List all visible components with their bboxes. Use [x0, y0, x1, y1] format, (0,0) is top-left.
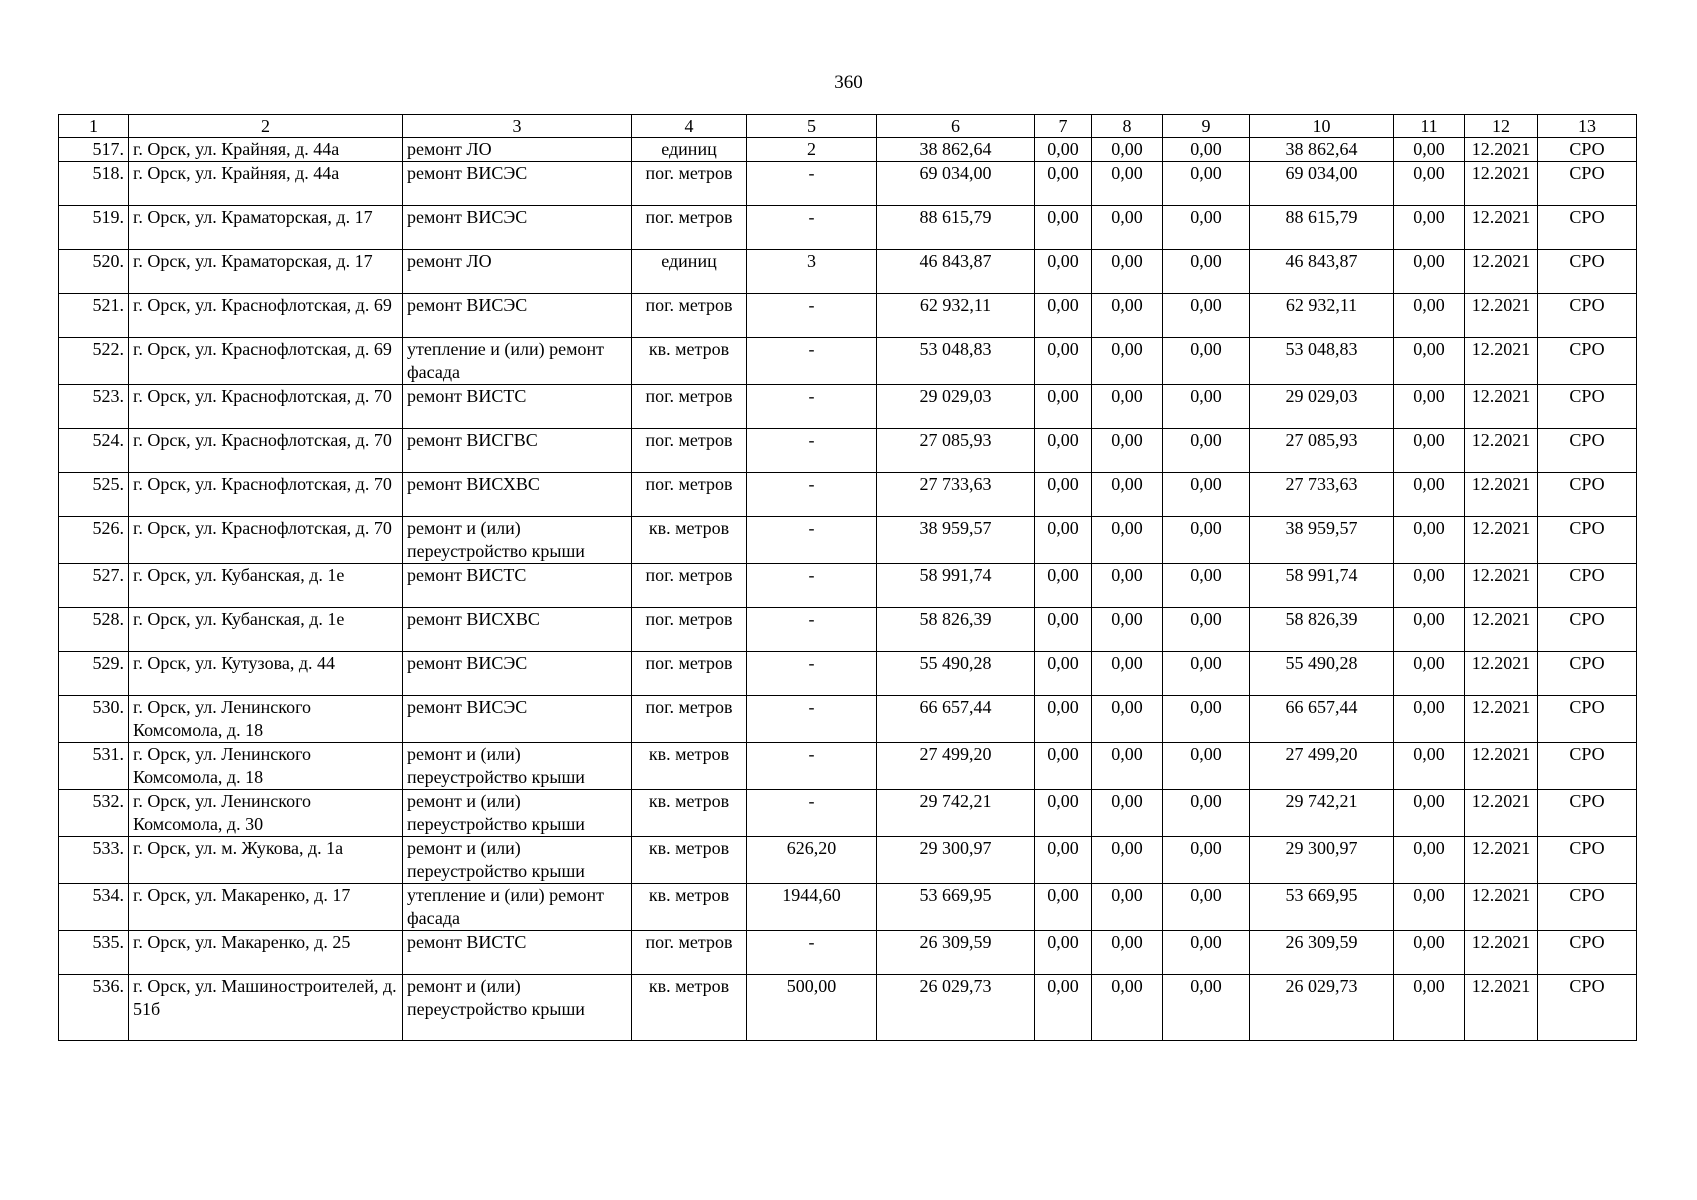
total-cost-cell: 38 959,57	[877, 517, 1035, 564]
work-type-cell: ремонт ЛО	[403, 138, 632, 162]
deadline-cell: 12.2021	[1465, 206, 1538, 250]
unit-cell: пог. метров	[632, 696, 747, 743]
other-funds-cell: 0,00	[1394, 564, 1465, 608]
budget-cell: 0,00	[1092, 138, 1163, 162]
other-funds-cell: 0,00	[1394, 138, 1465, 162]
local-budget-cell: 0,00	[1163, 338, 1250, 385]
quantity-cell: -	[747, 608, 877, 652]
table-row	[59, 162, 1637, 206]
address-cell: г. Орск, ул. Краснофлотская, д. 70	[129, 385, 403, 429]
total-cost-cell: 66 657,44	[877, 696, 1035, 743]
column-header: 12	[1465, 115, 1538, 138]
total-cost-cell: 27 733,63	[877, 473, 1035, 517]
local-budget-cell: 0,00	[1163, 652, 1250, 696]
budget-cell: 0,00	[1092, 837, 1163, 884]
row-number-cell: 519.	[59, 206, 129, 250]
fund-cell: 0,00	[1035, 790, 1092, 837]
row-number-cell: 523.	[59, 385, 129, 429]
unit-cell: единиц	[632, 138, 747, 162]
address-cell: г. Орск, ул. Краматорская, д. 17	[129, 250, 403, 294]
address-cell: г. Орск, ул. Ленинского Комсомола, д. 18	[129, 696, 403, 743]
operator-cell: СРО	[1538, 790, 1637, 837]
work-type-cell: ремонт ВИСХВС	[403, 473, 632, 517]
operator-cell: СРО	[1538, 743, 1637, 790]
deadline-cell: 12.2021	[1465, 138, 1538, 162]
work-type-cell: ремонт ВИСТС	[403, 931, 632, 975]
table-row	[59, 975, 1637, 1041]
owners-funds-cell: 46 843,87	[1250, 250, 1394, 294]
local-budget-cell: 0,00	[1163, 162, 1250, 206]
owners-funds-cell: 26 029,73	[1250, 975, 1394, 1041]
deadline-cell: 12.2021	[1465, 884, 1538, 931]
operator-cell: СРО	[1538, 162, 1637, 206]
fund-cell: 0,00	[1035, 975, 1092, 1041]
other-funds-cell: 0,00	[1394, 206, 1465, 250]
fund-cell: 0,00	[1035, 429, 1092, 473]
page-number: 360	[834, 72, 863, 93]
unit-cell: кв. метров	[632, 790, 747, 837]
budget-cell: 0,00	[1092, 743, 1163, 790]
unit-cell: кв. метров	[632, 743, 747, 790]
unit-cell: единиц	[632, 250, 747, 294]
local-budget-cell: 0,00	[1163, 837, 1250, 884]
local-budget-cell: 0,00	[1163, 517, 1250, 564]
budget-cell: 0,00	[1092, 294, 1163, 338]
address-cell: г. Орск, ул. Краснофлотская, д. 69	[129, 338, 403, 385]
fund-cell: 0,00	[1035, 564, 1092, 608]
row-number-cell: 518.	[59, 162, 129, 206]
budget-cell: 0,00	[1092, 884, 1163, 931]
table-row	[59, 429, 1637, 473]
operator-cell: СРО	[1538, 206, 1637, 250]
owners-funds-cell: 66 657,44	[1250, 696, 1394, 743]
table-row	[59, 294, 1637, 338]
fund-cell: 0,00	[1035, 696, 1092, 743]
operator-cell: СРО	[1538, 931, 1637, 975]
work-type-cell: утепление и (или) ремонт фасада	[403, 884, 632, 931]
quantity-cell: -	[747, 206, 877, 250]
total-cost-cell: 62 932,11	[877, 294, 1035, 338]
budget-cell: 0,00	[1092, 206, 1163, 250]
work-type-cell: ремонт ВИСЭС	[403, 696, 632, 743]
fund-cell: 0,00	[1035, 162, 1092, 206]
total-cost-cell: 26 029,73	[877, 975, 1035, 1041]
operator-cell: СРО	[1538, 837, 1637, 884]
fund-cell: 0,00	[1035, 608, 1092, 652]
table-row	[59, 884, 1637, 931]
total-cost-cell: 53 048,83	[877, 338, 1035, 385]
local-budget-cell: 0,00	[1163, 564, 1250, 608]
address-cell: г. Орск, ул. Ленинского Комсомола, д. 18	[129, 743, 403, 790]
address-cell: г. Орск, ул. Крайняя, д. 44а	[129, 138, 403, 162]
row-number-cell: 522.	[59, 338, 129, 385]
owners-funds-cell: 55 490,28	[1250, 652, 1394, 696]
budget-cell: 0,00	[1092, 429, 1163, 473]
total-cost-cell: 29 742,21	[877, 790, 1035, 837]
work-type-cell: ремонт и (или) переустройство крыши	[403, 790, 632, 837]
other-funds-cell: 0,00	[1394, 884, 1465, 931]
table-row	[59, 338, 1637, 385]
deadline-cell: 12.2021	[1465, 696, 1538, 743]
row-number-cell: 529.	[59, 652, 129, 696]
fund-cell: 0,00	[1035, 884, 1092, 931]
quantity-cell: 3	[747, 250, 877, 294]
operator-cell: СРО	[1538, 652, 1637, 696]
quantity-cell: -	[747, 162, 877, 206]
local-budget-cell: 0,00	[1163, 473, 1250, 517]
deadline-cell: 12.2021	[1465, 837, 1538, 884]
work-type-cell: ремонт ВИСЭС	[403, 652, 632, 696]
operator-cell: СРО	[1538, 517, 1637, 564]
address-cell: г. Орск, ул. Краснофлотская, д. 69	[129, 294, 403, 338]
deadline-cell: 12.2021	[1465, 250, 1538, 294]
owners-funds-cell: 58 991,74	[1250, 564, 1394, 608]
column-header: 9	[1163, 115, 1250, 138]
owners-funds-cell: 88 615,79	[1250, 206, 1394, 250]
row-number-cell: 526.	[59, 517, 129, 564]
deadline-cell: 12.2021	[1465, 608, 1538, 652]
column-header: 4	[632, 115, 747, 138]
table-row	[59, 138, 1637, 162]
local-budget-cell: 0,00	[1163, 138, 1250, 162]
other-funds-cell: 0,00	[1394, 743, 1465, 790]
registry-table	[58, 114, 1637, 1041]
unit-cell: пог. метров	[632, 385, 747, 429]
operator-cell: СРО	[1538, 385, 1637, 429]
total-cost-cell: 46 843,87	[877, 250, 1035, 294]
column-header: 11	[1394, 115, 1465, 138]
total-cost-cell: 27 085,93	[877, 429, 1035, 473]
owners-funds-cell: 38 959,57	[1250, 517, 1394, 564]
deadline-cell: 12.2021	[1465, 975, 1538, 1041]
quantity-cell: -	[747, 429, 877, 473]
local-budget-cell: 0,00	[1163, 743, 1250, 790]
total-cost-cell: 69 034,00	[877, 162, 1035, 206]
other-funds-cell: 0,00	[1394, 652, 1465, 696]
other-funds-cell: 0,00	[1394, 338, 1465, 385]
quantity-cell: 2	[747, 138, 877, 162]
row-number-cell: 534.	[59, 884, 129, 931]
other-funds-cell: 0,00	[1394, 931, 1465, 975]
row-number-cell: 527.	[59, 564, 129, 608]
operator-cell: СРО	[1538, 294, 1637, 338]
row-number-cell: 517.	[59, 138, 129, 162]
column-header: 3	[403, 115, 632, 138]
table-row	[59, 652, 1637, 696]
deadline-cell: 12.2021	[1465, 517, 1538, 564]
budget-cell: 0,00	[1092, 790, 1163, 837]
local-budget-cell: 0,00	[1163, 790, 1250, 837]
fund-cell: 0,00	[1035, 652, 1092, 696]
row-number-cell: 536.	[59, 975, 129, 1041]
work-type-cell: ремонт и (или) переустройство крыши	[403, 975, 632, 1041]
quantity-cell: -	[747, 790, 877, 837]
operator-cell: СРО	[1538, 429, 1637, 473]
row-number-cell: 531.	[59, 743, 129, 790]
deadline-cell: 12.2021	[1465, 743, 1538, 790]
table-row	[59, 790, 1637, 837]
fund-cell: 0,00	[1035, 385, 1092, 429]
table-row	[59, 473, 1637, 517]
unit-cell: кв. метров	[632, 338, 747, 385]
fund-cell: 0,00	[1035, 294, 1092, 338]
work-type-cell: ремонт ВИСЭС	[403, 294, 632, 338]
address-cell: г. Орск, ул. Макаренко, д. 25	[129, 931, 403, 975]
column-header: 5	[747, 115, 877, 138]
other-funds-cell: 0,00	[1394, 517, 1465, 564]
owners-funds-cell: 27 085,93	[1250, 429, 1394, 473]
work-type-cell: ремонт ВИСТС	[403, 385, 632, 429]
unit-cell: пог. метров	[632, 652, 747, 696]
work-type-cell: ремонт ВИСТС	[403, 564, 632, 608]
fund-cell: 0,00	[1035, 837, 1092, 884]
column-header: 2	[129, 115, 403, 138]
row-number-cell: 535.	[59, 931, 129, 975]
work-type-cell: ремонт и (или) переустройство крыши	[403, 837, 632, 884]
table-row	[59, 385, 1637, 429]
deadline-cell: 12.2021	[1465, 294, 1538, 338]
quantity-cell: 626,20	[747, 837, 877, 884]
owners-funds-cell: 26 309,59	[1250, 931, 1394, 975]
address-cell: г. Орск, ул. Ленинского Комсомола, д. 30	[129, 790, 403, 837]
budget-cell: 0,00	[1092, 473, 1163, 517]
fund-cell: 0,00	[1035, 517, 1092, 564]
owners-funds-cell: 38 862,64	[1250, 138, 1394, 162]
address-cell: г. Орск, ул. Кубанская, д. 1е	[129, 608, 403, 652]
row-number-cell: 532.	[59, 790, 129, 837]
fund-cell: 0,00	[1035, 338, 1092, 385]
unit-cell: пог. метров	[632, 429, 747, 473]
fund-cell: 0,00	[1035, 473, 1092, 517]
budget-cell: 0,00	[1092, 608, 1163, 652]
unit-cell: кв. метров	[632, 975, 747, 1041]
unit-cell: пог. метров	[632, 564, 747, 608]
work-type-cell: ремонт и (или) переустройство крыши	[403, 743, 632, 790]
other-funds-cell: 0,00	[1394, 162, 1465, 206]
owners-funds-cell: 27 733,63	[1250, 473, 1394, 517]
local-budget-cell: 0,00	[1163, 429, 1250, 473]
address-cell: г. Орск, ул. м. Жукова, д. 1а	[129, 837, 403, 884]
address-cell: г. Орск, ул. Краснофлотская, д. 70	[129, 473, 403, 517]
total-cost-cell: 29 300,97	[877, 837, 1035, 884]
local-budget-cell: 0,00	[1163, 294, 1250, 338]
work-type-cell: ремонт ВИСЭС	[403, 206, 632, 250]
deadline-cell: 12.2021	[1465, 564, 1538, 608]
operator-cell: СРО	[1538, 138, 1637, 162]
quantity-cell: -	[747, 652, 877, 696]
table-row	[59, 608, 1637, 652]
work-type-cell: ремонт ВИСГВС	[403, 429, 632, 473]
column-number-row	[59, 115, 1637, 138]
local-budget-cell: 0,00	[1163, 696, 1250, 743]
table-row	[59, 837, 1637, 884]
other-funds-cell: 0,00	[1394, 837, 1465, 884]
operator-cell: СРО	[1538, 250, 1637, 294]
budget-cell: 0,00	[1092, 338, 1163, 385]
unit-cell: пог. метров	[632, 931, 747, 975]
local-budget-cell: 0,00	[1163, 385, 1250, 429]
quantity-cell: 500,00	[747, 975, 877, 1041]
deadline-cell: 12.2021	[1465, 162, 1538, 206]
work-type-cell: ремонт ВИСХВС	[403, 608, 632, 652]
unit-cell: кв. метров	[632, 517, 747, 564]
column-header: 13	[1538, 115, 1637, 138]
total-cost-cell: 38 862,64	[877, 138, 1035, 162]
owners-funds-cell: 69 034,00	[1250, 162, 1394, 206]
table-row	[59, 206, 1637, 250]
row-number-cell: 524.	[59, 429, 129, 473]
owners-funds-cell: 29 300,97	[1250, 837, 1394, 884]
operator-cell: СРО	[1538, 564, 1637, 608]
budget-cell: 0,00	[1092, 564, 1163, 608]
owners-funds-cell: 27 499,20	[1250, 743, 1394, 790]
total-cost-cell: 58 991,74	[877, 564, 1035, 608]
operator-cell: СРО	[1538, 884, 1637, 931]
local-budget-cell: 0,00	[1163, 250, 1250, 294]
owners-funds-cell: 58 826,39	[1250, 608, 1394, 652]
deadline-cell: 12.2021	[1465, 931, 1538, 975]
address-cell: г. Орск, ул. Крайняя, д. 44а	[129, 162, 403, 206]
other-funds-cell: 0,00	[1394, 975, 1465, 1041]
quantity-cell: -	[747, 931, 877, 975]
fund-cell: 0,00	[1035, 743, 1092, 790]
operator-cell: СРО	[1538, 608, 1637, 652]
unit-cell: пог. метров	[632, 162, 747, 206]
row-number-cell: 530.	[59, 696, 129, 743]
total-cost-cell: 27 499,20	[877, 743, 1035, 790]
budget-cell: 0,00	[1092, 975, 1163, 1041]
local-budget-cell: 0,00	[1163, 206, 1250, 250]
other-funds-cell: 0,00	[1394, 608, 1465, 652]
quantity-cell: -	[747, 743, 877, 790]
budget-cell: 0,00	[1092, 652, 1163, 696]
operator-cell: СРО	[1538, 975, 1637, 1041]
table-row	[59, 743, 1637, 790]
column-header: 6	[877, 115, 1035, 138]
work-type-cell: ремонт ВИСЭС	[403, 162, 632, 206]
address-cell: г. Орск, ул. Машиностроителей, д. 51б	[129, 975, 403, 1041]
budget-cell: 0,00	[1092, 162, 1163, 206]
deadline-cell: 12.2021	[1465, 473, 1538, 517]
operator-cell: СРО	[1538, 338, 1637, 385]
work-type-cell: ремонт и (или) переустройство крыши	[403, 517, 632, 564]
address-cell: г. Орск, ул. Кубанская, д. 1е	[129, 564, 403, 608]
owners-funds-cell: 53 048,83	[1250, 338, 1394, 385]
budget-cell: 0,00	[1092, 696, 1163, 743]
deadline-cell: 12.2021	[1465, 652, 1538, 696]
other-funds-cell: 0,00	[1394, 294, 1465, 338]
local-budget-cell: 0,00	[1163, 931, 1250, 975]
row-number-cell: 521.	[59, 294, 129, 338]
unit-cell: пог. метров	[632, 206, 747, 250]
work-type-cell: ремонт ЛО	[403, 250, 632, 294]
unit-cell: пог. метров	[632, 294, 747, 338]
budget-cell: 0,00	[1092, 385, 1163, 429]
other-funds-cell: 0,00	[1394, 429, 1465, 473]
fund-cell: 0,00	[1035, 931, 1092, 975]
column-header: 7	[1035, 115, 1092, 138]
row-number-cell: 525.	[59, 473, 129, 517]
unit-cell: пог. метров	[632, 608, 747, 652]
total-cost-cell: 55 490,28	[877, 652, 1035, 696]
column-header: 1	[59, 115, 129, 138]
total-cost-cell: 58 826,39	[877, 608, 1035, 652]
owners-funds-cell: 29 742,21	[1250, 790, 1394, 837]
owners-funds-cell: 53 669,95	[1250, 884, 1394, 931]
other-funds-cell: 0,00	[1394, 473, 1465, 517]
quantity-cell: 1944,60	[747, 884, 877, 931]
unit-cell: пог. метров	[632, 473, 747, 517]
address-cell: г. Орск, ул. Краснофлотская, д. 70	[129, 429, 403, 473]
operator-cell: СРО	[1538, 473, 1637, 517]
table-body	[59, 115, 1637, 1041]
total-cost-cell: 53 669,95	[877, 884, 1035, 931]
row-number-cell: 520.	[59, 250, 129, 294]
budget-cell: 0,00	[1092, 931, 1163, 975]
deadline-cell: 12.2021	[1465, 790, 1538, 837]
address-cell: г. Орск, ул. Макаренко, д. 17	[129, 884, 403, 931]
other-funds-cell: 0,00	[1394, 250, 1465, 294]
total-cost-cell: 88 615,79	[877, 206, 1035, 250]
unit-cell: кв. метров	[632, 837, 747, 884]
quantity-cell: -	[747, 338, 877, 385]
other-funds-cell: 0,00	[1394, 696, 1465, 743]
table-row	[59, 931, 1637, 975]
quantity-cell: -	[747, 517, 877, 564]
deadline-cell: 12.2021	[1465, 338, 1538, 385]
quantity-cell: -	[747, 696, 877, 743]
owners-funds-cell: 62 932,11	[1250, 294, 1394, 338]
total-cost-cell: 26 309,59	[877, 931, 1035, 975]
column-header: 10	[1250, 115, 1394, 138]
total-cost-cell: 29 029,03	[877, 385, 1035, 429]
local-budget-cell: 0,00	[1163, 884, 1250, 931]
fund-cell: 0,00	[1035, 250, 1092, 294]
operator-cell: СРО	[1538, 696, 1637, 743]
fund-cell: 0,00	[1035, 138, 1092, 162]
budget-cell: 0,00	[1092, 517, 1163, 564]
other-funds-cell: 0,00	[1394, 790, 1465, 837]
table-row	[59, 250, 1637, 294]
address-cell: г. Орск, ул. Кутузова, д. 44	[129, 652, 403, 696]
quantity-cell: -	[747, 385, 877, 429]
local-budget-cell: 0,00	[1163, 608, 1250, 652]
quantity-cell: -	[747, 294, 877, 338]
other-funds-cell: 0,00	[1394, 385, 1465, 429]
row-number-cell: 533.	[59, 837, 129, 884]
row-number-cell: 528.	[59, 608, 129, 652]
deadline-cell: 12.2021	[1465, 385, 1538, 429]
owners-funds-cell: 29 029,03	[1250, 385, 1394, 429]
table-row	[59, 696, 1637, 743]
local-budget-cell: 0,00	[1163, 975, 1250, 1041]
unit-cell: кв. метров	[632, 884, 747, 931]
deadline-cell: 12.2021	[1465, 429, 1538, 473]
table-row	[59, 517, 1637, 564]
work-type-cell: утепление и (или) ремонт фасада	[403, 338, 632, 385]
column-header: 8	[1092, 115, 1163, 138]
quantity-cell: -	[747, 564, 877, 608]
address-cell: г. Орск, ул. Краснофлотская, д. 70	[129, 517, 403, 564]
fund-cell: 0,00	[1035, 206, 1092, 250]
budget-cell: 0,00	[1092, 250, 1163, 294]
quantity-cell: -	[747, 473, 877, 517]
table-row	[59, 564, 1637, 608]
address-cell: г. Орск, ул. Краматорская, д. 17	[129, 206, 403, 250]
